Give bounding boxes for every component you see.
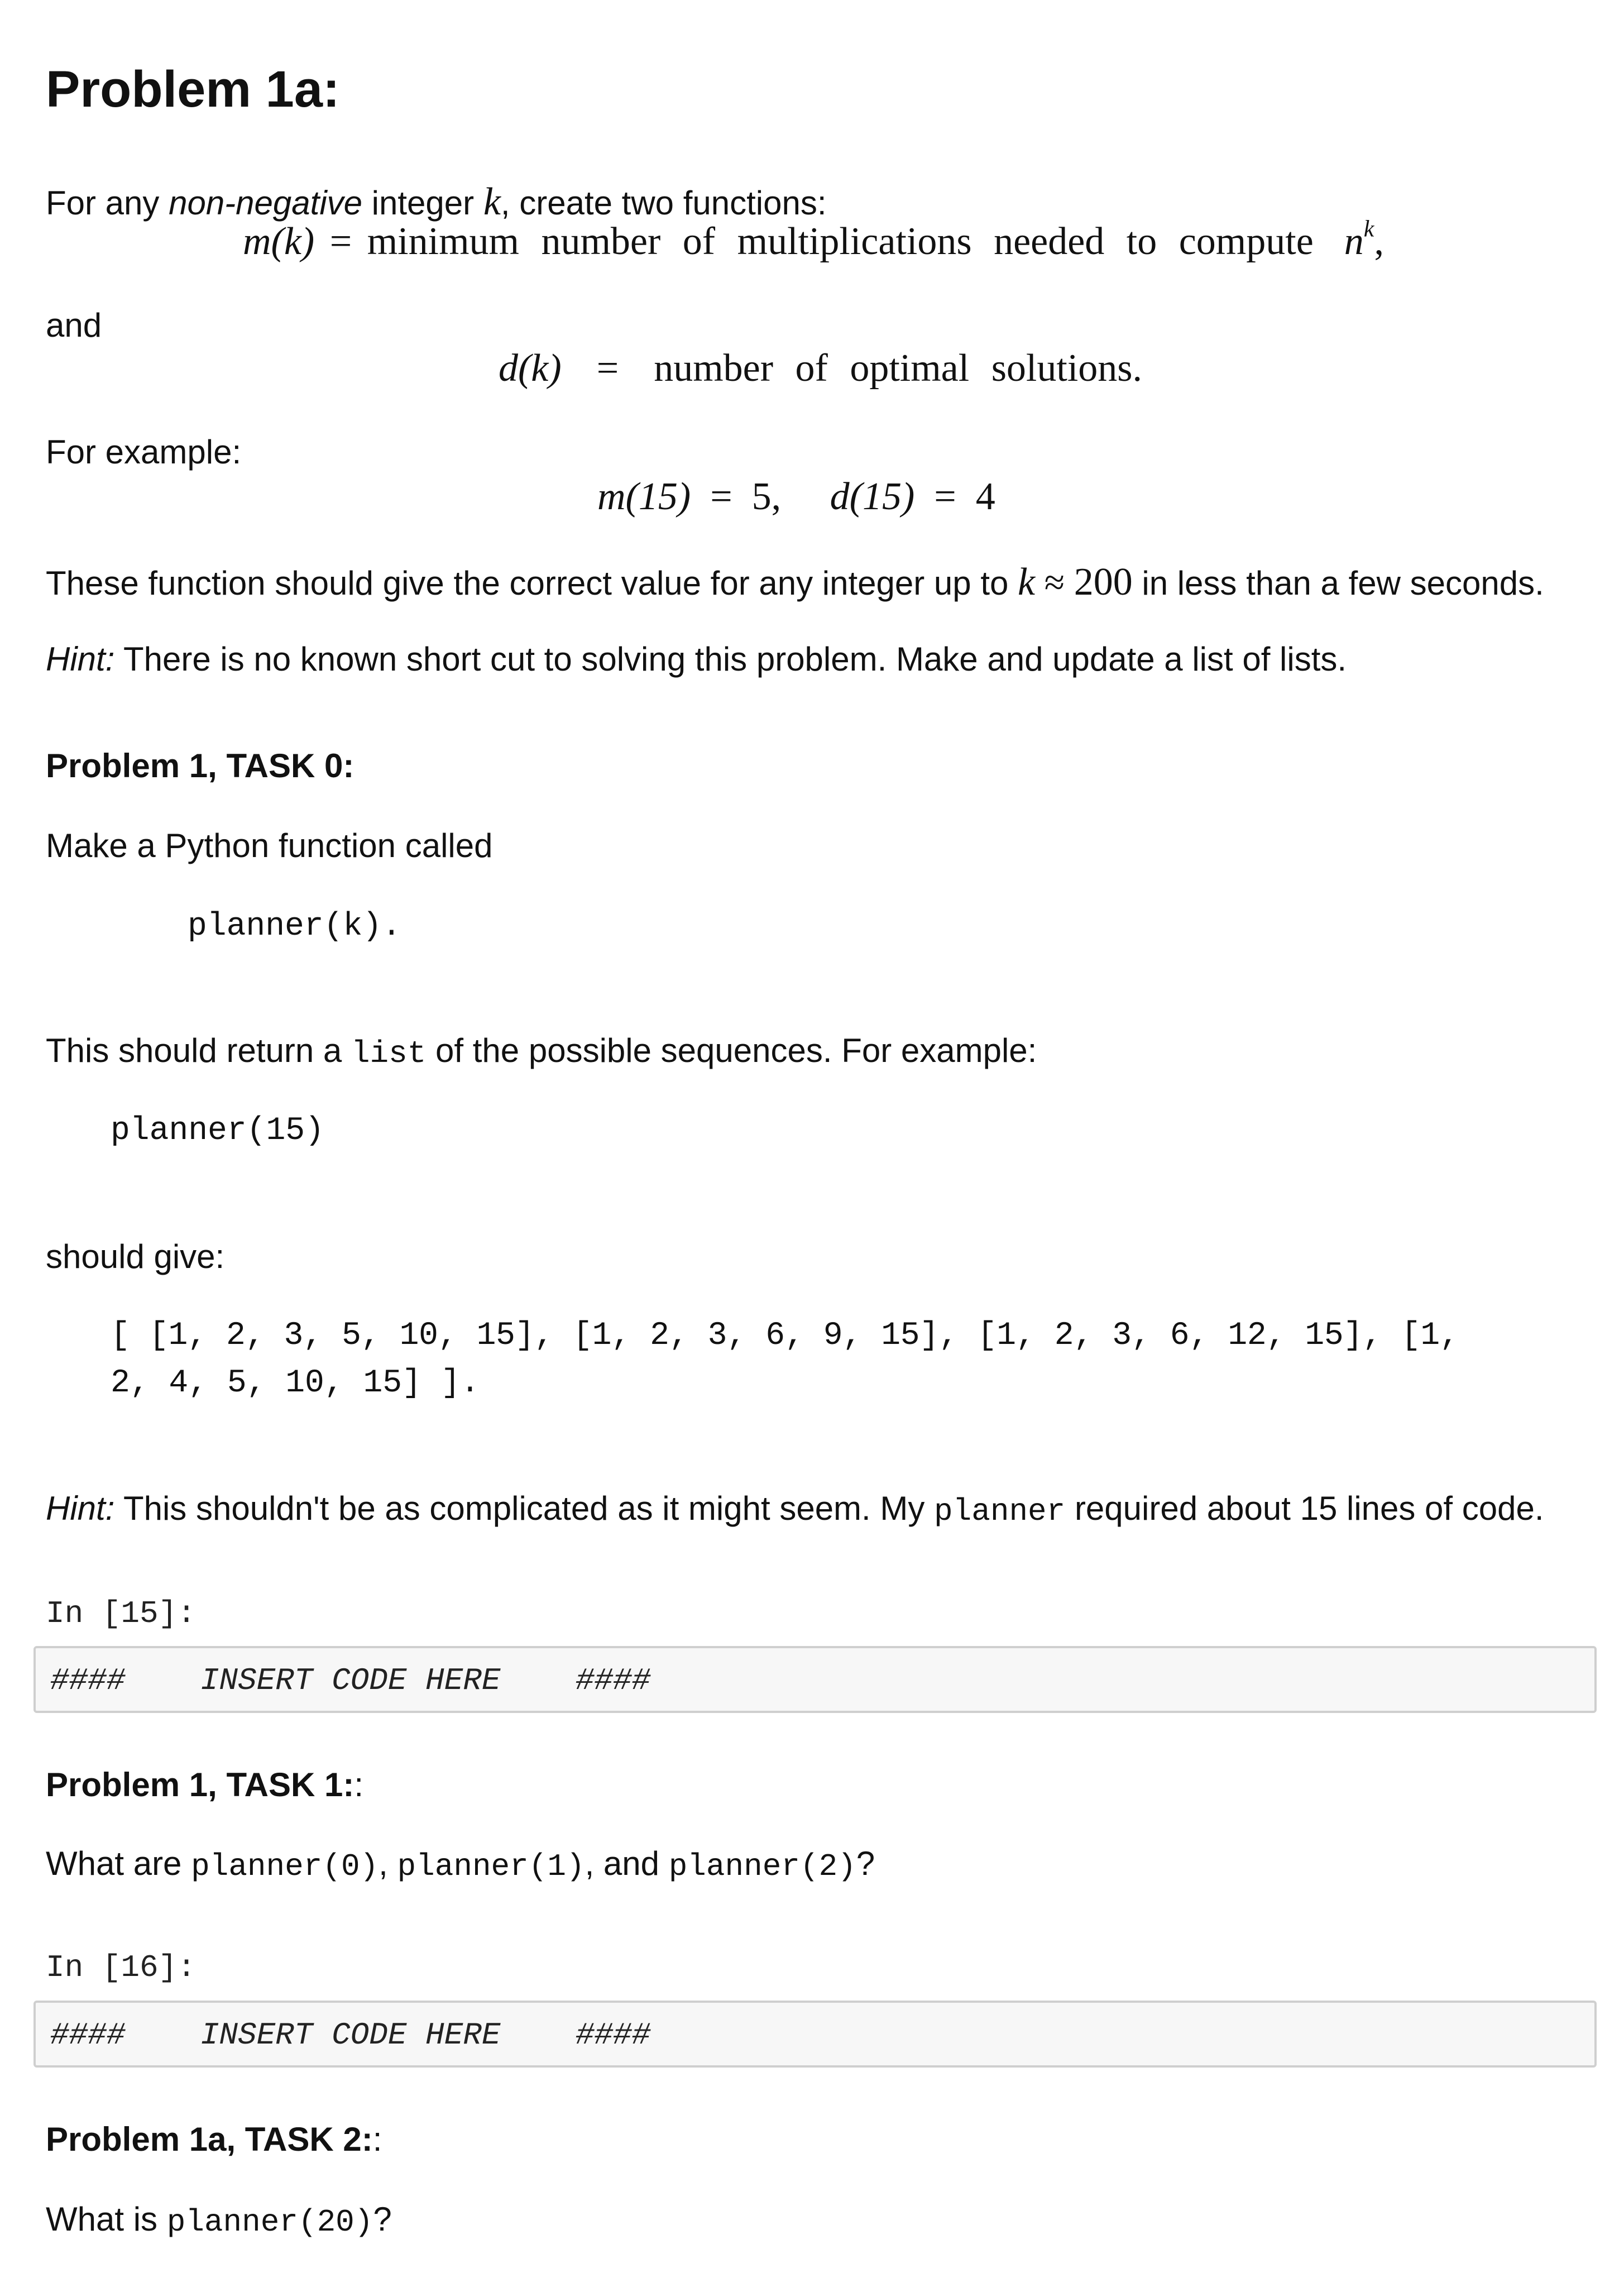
planner-hint-paragraph: Hint: This shouldn't be as complicated as it might seem. My planner required about 15 lines of code. (46, 1490, 1544, 1529)
example-call: planner(15) (111, 1113, 324, 1149)
cell-prompt-15: In [15]: (46, 1596, 196, 1631)
code-cell-placeholder: #### INSERT CODE HERE #### (50, 2017, 651, 2053)
formula-m: m(k) = minimum number of multiplications needed to compute $n^k$, (243, 216, 1384, 263)
task1-heading: Problem 1, TASK 1:: (46, 1766, 364, 1803)
task0-description: Make a Python function called (46, 827, 493, 864)
should-give-text: should give: (46, 1238, 225, 1275)
code-cell-15[interactable] (33, 1646, 1597, 1713)
function-signature: planner(k). (188, 908, 401, 945)
return-description: This should return a list of the possible sequences. For example: (46, 1032, 1037, 1071)
requirement-paragraph: These function should give the correct value for any integer up to k ≈ 200 in less than a few seconds. (46, 561, 1544, 604)
task1-question: What are planner(0), planner(1), and planner(2)? (46, 1845, 875, 1884)
example-output-line-1: [ [1, 2, 3, 5, 10, 15], [1, 2, 3, 6, 9, 15], [1, 2, 3, 6, 12, 15], [1, (111, 1318, 1459, 1354)
code-cell-placeholder: #### INSERT CODE HERE #### (50, 1663, 651, 1698)
example-output-line-2: 2, 4, 5, 10, 15] ]. (111, 1365, 480, 1401)
and-text: and (46, 307, 102, 344)
task0-heading: Problem 1, TASK 0: (46, 747, 354, 784)
code-cell-16[interactable] (33, 2001, 1597, 2068)
task2-heading: Problem 1a, TASK 2:: (46, 2121, 382, 2158)
intro-paragraph: For any non-negative integer k, create two functions: (46, 180, 827, 223)
task2-question: What is planner(20)? (46, 2200, 392, 2240)
page-title: Problem 1a: (46, 61, 340, 118)
formula-d: d(k) = number of optimal solutions. (499, 347, 1143, 390)
example-label: For example: (46, 433, 242, 471)
cell-prompt-16: In [16]: (46, 1950, 196, 1985)
hint-paragraph: Hint: There is no known short cut to solving this problem. Make and update a list of lists. (46, 640, 1347, 678)
example-formula: m(15) = 5, d(15) = 4 (597, 475, 995, 518)
